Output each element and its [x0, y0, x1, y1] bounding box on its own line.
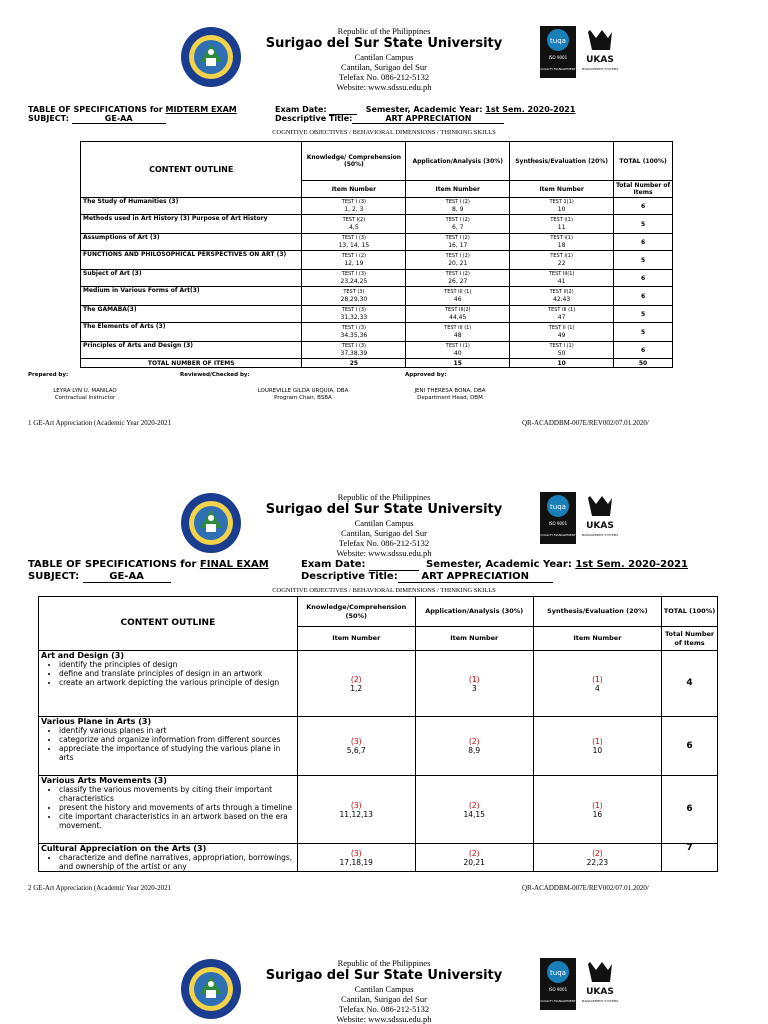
synthesis-cell [510, 234, 614, 251]
synthesis-cell [510, 270, 614, 287]
total-items-header: Total Number of Items [614, 181, 673, 198]
objective-item: • cite important characteristics in an artwork based on the era movement. [59, 812, 297, 830]
knowledge-cell [297, 776, 415, 844]
knowledge-items: 37,38,39 [340, 350, 368, 357]
col-knowledge-header: Knowledge/Comprehension (50%) [297, 597, 415, 627]
total-cell: 6 [614, 198, 673, 215]
page2-tos-title [28, 559, 269, 570]
university-name: Surigao del Sur State University [265, 502, 503, 517]
knowledge-items: 13, 14, 15 [338, 242, 370, 249]
objective-item: • classify the various movements by citing their important characteristics [59, 785, 297, 803]
knowledge-cell [302, 306, 406, 323]
knowledge-test: TEST I (3) [341, 271, 366, 277]
knowledge-cell [302, 198, 406, 215]
application-cell [415, 717, 533, 776]
col-synthesis-header: Synthesis/Evaluation (20%) [533, 597, 661, 627]
topic-cell: Methods used in Art History (3) Purpose of Art History [81, 215, 302, 234]
website-label: Website: www.sdssu.edu.ph [336, 82, 432, 92]
total-cell: 4 [662, 651, 718, 717]
knowledge-test: TEST I (3) [341, 235, 366, 241]
page1-footer-left: 1 GE-Art Appreciation (Academic Year 2020-2021 [28, 419, 172, 427]
address-label: Cantilan, Surigao del Sur [341, 62, 427, 72]
table-row [81, 342, 673, 359]
knowledge-items: 1,2 [350, 683, 363, 693]
website-label: Website: www.sdssu.edu.ph [336, 1014, 432, 1024]
col-content-header: CONTENT OUTLINE [39, 597, 298, 651]
application-count: (1) [468, 674, 480, 684]
synthesis-cell [510, 251, 614, 270]
synthesis-cell [510, 306, 614, 323]
objective-item: • present the history and movements of arts through a timeline [59, 803, 297, 812]
synthesis-cell [510, 323, 614, 342]
synthesis-count: (1) [592, 674, 603, 684]
signature-reviewer [228, 388, 378, 402]
application-items: 20, 21 [448, 260, 468, 267]
objective-item: • categorize and organize information from different sources [59, 735, 297, 744]
topic-cell: The Elements of Arts (3) [81, 323, 302, 342]
knowledge-cell [297, 717, 415, 776]
cert-ukas-text: UKAS [586, 55, 614, 65]
page1-footer-right: QR-ACADDBM-007E/REV002/07.01.2020/ [522, 419, 649, 427]
synthesis-items: 41 [557, 278, 566, 285]
knowledge-items: 31,32,33 [340, 314, 368, 321]
application-test: TEST I (2) [445, 217, 470, 223]
table-row [39, 844, 718, 872]
total-cell: 5 [614, 215, 673, 234]
knowledge-cell [302, 287, 406, 306]
synthesis-count: (1) [592, 800, 603, 810]
total-row-label: TOTAL NUMBER OF ITEMS [81, 359, 302, 368]
application-cell [406, 323, 510, 342]
cert-ms-text: MANAGEMENT SYSTEMS [581, 999, 619, 1003]
exam-name: MIDTERM EXAM [165, 105, 237, 114]
desc-value: ART APPRECIATION [398, 571, 553, 583]
knowledge-test: TEST I (3) [341, 325, 366, 331]
item-number-header: Item Number [297, 627, 415, 651]
knowledge-count: (3) [350, 737, 362, 746]
semester-label: Semester, Academic Year: [365, 105, 486, 114]
certification-badge-icon [538, 956, 620, 1012]
knowledge-count: (3) [350, 848, 362, 858]
synthesis-test: TEST I(1) [550, 253, 573, 259]
item-number-header: Item Number [406, 181, 510, 198]
total-s: 10 [510, 359, 614, 368]
application-items: 6, 7 [452, 224, 464, 231]
topic-title: Various Plane in Arts (3) [41, 717, 152, 726]
synthesis-items: 49 [557, 332, 566, 339]
application-test: TEST I (2) [445, 235, 470, 241]
knowledge-items: 11,12,13 [339, 809, 373, 819]
desc-label: Descriptive Title: [301, 571, 398, 582]
knowledge-test: TEST (3) [343, 289, 365, 295]
application-cell [415, 844, 533, 872]
knowledge-items: 34,35,36 [340, 332, 368, 339]
cert-qm-text: QUALITY MANAGEMENT [540, 67, 576, 71]
synthesis-cell [533, 717, 661, 776]
knowledge-count: (3) [350, 800, 362, 810]
application-test: TEST III (1) [444, 289, 472, 295]
cert-iso-text: ISO 9001 [548, 521, 568, 526]
synthesis-cell [510, 198, 614, 215]
total-cell: 5 [614, 306, 673, 323]
objective-list [59, 853, 297, 871]
cert-iso-text: ISO 9001 [548, 55, 568, 60]
application-count: (2) [468, 800, 480, 810]
knowledge-test: TEST I (3) [341, 343, 366, 349]
campus-label: Cantilan Campus [354, 52, 414, 62]
knowledge-count: (2) [350, 674, 362, 684]
page2-footer-right: QR-ACADDBM-007E/REV002/07.01.2020/ [522, 884, 649, 892]
total-a: 15 [406, 359, 510, 368]
col-application-header: Application/Analysis (30%) [415, 597, 533, 627]
knowledge-cell [302, 270, 406, 287]
application-items: 40 [453, 350, 462, 357]
page1-desc [275, 114, 504, 124]
application-cell [415, 651, 533, 717]
synthesis-test: TEST II(2) [549, 289, 574, 295]
telefax-label: Telefax No. 086-212-5132 [338, 72, 430, 82]
cert-ms-text: MANAGEMENT SYSTEMS [581, 67, 619, 71]
total-cell: 6 [662, 717, 718, 776]
university-name: Surigao del Sur State University [265, 36, 503, 51]
table-row [81, 287, 673, 306]
exam-date-label: Exam Date: [301, 559, 370, 570]
topic-title: Cultural Appreciation on the Arts (3) [41, 844, 207, 853]
cert-iso-text: ISO 9001 [548, 987, 568, 992]
synthesis-cell [533, 651, 661, 717]
sig2-name: LOUREVILLE GILDA URQUIA, DBA [257, 388, 349, 394]
synthesis-test: TEST I(1) [550, 235, 573, 241]
item-number-header: Item Number [510, 181, 614, 198]
campus-label: Cantilan Campus [354, 518, 414, 528]
synthesis-test: TEST I (1) [549, 343, 574, 349]
telefax-label: Telefax No. 086-212-5132 [338, 538, 430, 548]
objective-list [59, 785, 297, 830]
synthesis-items: 22,23 [586, 857, 609, 867]
application-items: 14,15 [463, 809, 485, 819]
cert-ms-text: MANAGEMENT SYSTEMS [581, 533, 619, 537]
synthesis-items: 4 [595, 683, 600, 693]
subject-label: SUBJECT: [28, 571, 83, 582]
knowledge-items: 23,24,25 [340, 278, 368, 285]
application-test: TEST III (1) [444, 325, 472, 331]
sig1-name: LEYRA LYN U. MANILAO [53, 388, 117, 394]
signature-approver [400, 388, 500, 402]
col-total-header: TOTAL (100%) [614, 142, 673, 181]
semester-value: 1st Sem. 2020-2021 [575, 559, 688, 570]
topic-title: Art and Design (3) [41, 651, 125, 660]
application-cell [406, 270, 510, 287]
col-knowledge-header: Knowledge/ Comprehension (50%) [302, 142, 406, 181]
cert-logo-text: tuqa [550, 37, 566, 45]
topic-cell: Principles of Arts and Design (3) [81, 342, 302, 359]
application-cell [406, 198, 510, 215]
total-cell: 7 [662, 844, 718, 872]
page1-tos-title [28, 105, 237, 114]
application-items: 8,9 [468, 746, 481, 755]
campus-label: Cantilan Campus [354, 984, 414, 994]
application-items: 20,21 [463, 857, 485, 867]
topic-cell: The Study of Humanities (3) [81, 198, 302, 215]
col-application-header: Application/Analysis (30%) [406, 142, 510, 181]
application-items: 46 [453, 296, 462, 303]
page2-desc [301, 571, 553, 583]
knowledge-cell [302, 234, 406, 251]
knowledge-items: 5,6,7 [346, 746, 366, 755]
republic-label: Republic of the Philippines [337, 492, 431, 502]
topic-title: Various Arts Movements (3) [41, 776, 167, 785]
knowledge-items: 28,29,30 [340, 296, 368, 303]
university-name: Surigao del Sur State University [265, 968, 503, 983]
application-test: TEST III(2) [444, 307, 471, 313]
knowledge-cell [302, 342, 406, 359]
knowledge-cell [302, 251, 406, 270]
application-test: TEST I (1) [445, 343, 470, 349]
exam-name: FINAL EXAM [199, 559, 269, 570]
application-test: TEST I (2) [445, 271, 470, 277]
knowledge-items: 17,18,19 [339, 857, 373, 867]
page2-subject [28, 571, 171, 583]
page2-footer-left: 2 GE-Art Appreciation (Academic Year 2020-2021 [28, 884, 172, 892]
knowledge-items: 4,5 [349, 224, 359, 231]
page2-tos-table [38, 596, 718, 872]
cert-ukas-text: UKAS [586, 987, 614, 997]
semester-label: Semester, Academic Year: [426, 559, 576, 570]
knowledge-test: TEST I(2) [342, 217, 366, 223]
application-items: 16, 17 [448, 242, 468, 249]
certification-badge-icon [538, 490, 620, 546]
page3-header [0, 956, 768, 1024]
topic-cell [39, 844, 298, 872]
topic-cell: Assumptions of Art (3) [81, 234, 302, 251]
objective-list [59, 726, 297, 762]
synthesis-test: TEST III (1) [548, 307, 576, 313]
cert-qm-text: QUALITY MANAGEMENT [540, 533, 576, 537]
item-number-header: Item Number [302, 181, 406, 198]
synthesis-items: 10 [557, 206, 566, 213]
table-row [81, 215, 673, 234]
republic-label: Republic of the Philippines [337, 958, 431, 968]
total-cell: 5 [614, 323, 673, 342]
knowledge-cell [297, 844, 415, 872]
total-t: 50 [614, 359, 673, 368]
total-k: 25 [302, 359, 406, 368]
sig2-title: Program Chair, BSBA [274, 395, 332, 401]
cert-logo-text: tuqa [550, 969, 566, 977]
table-row [81, 323, 673, 342]
cert-ukas-text: UKAS [586, 521, 614, 531]
synthesis-items: 10 [592, 746, 603, 755]
total-cell: 6 [614, 342, 673, 359]
objective-item: • create an artwork depicting the various principle of design [59, 678, 297, 687]
exam-date-label: Exam Date: [275, 105, 330, 114]
application-items: 44,45 [449, 314, 467, 321]
synthesis-cell [533, 776, 661, 844]
page2-exam-date [301, 559, 688, 571]
objective-item: • appreciate the importance of studying the various plane in arts [59, 744, 297, 762]
topic-cell: Medium in Various Forms of Art(3) [81, 287, 302, 306]
topic-cell [39, 776, 298, 844]
subject-label: SUBJECT: [28, 114, 72, 123]
application-cell [406, 215, 510, 234]
knowledge-cell [302, 323, 406, 342]
table-row [81, 198, 673, 215]
application-cell [406, 251, 510, 270]
cert-qm-text: QUALITY MANAGEMENT [540, 999, 576, 1003]
table-row [81, 306, 673, 323]
application-items: 26, 27 [448, 278, 468, 285]
total-cell: 6 [614, 234, 673, 251]
col-synthesis-header: Synthesis/Evaluation (20%) [510, 142, 614, 181]
sig3-title: Department Head, DBM [417, 395, 483, 401]
synthesis-items: 18 [557, 242, 566, 249]
total-cell: 6 [614, 270, 673, 287]
subject-value: GE-AA [72, 114, 166, 124]
page1-cognitive: COGNITIVE OBJECTIVES / BEHAVIORAL DIMENSIONS / THINKING SKILLS [272, 129, 496, 136]
topic-cell [39, 651, 298, 717]
synthesis-items: 22 [557, 260, 566, 267]
certification-badge-icon [538, 24, 620, 80]
item-number-header: Item Number [533, 627, 661, 651]
synthesis-test: TEST II (1) [548, 325, 575, 331]
prepared-by-label: Prepared by: [28, 372, 69, 378]
website-label: Website: www.sdssu.edu.ph [336, 548, 432, 558]
table-row [39, 717, 718, 776]
synthesis-test: TEST III(1) [548, 271, 575, 277]
application-test: TEST I (2) [445, 253, 470, 259]
page1-tos-table [80, 141, 673, 368]
table-row [81, 234, 673, 251]
desc-label: Descriptive Title: [275, 114, 353, 123]
total-items-header: Total Number of Items [662, 627, 718, 651]
address-label: Cantilan, Surigao del Sur [341, 994, 427, 1004]
topic-cell: The GAMABA(3) [81, 306, 302, 323]
semester-value: 1st Sem. 2020-2021 [485, 105, 576, 114]
table-row [39, 776, 718, 844]
knowledge-test: TEST I (3) [341, 199, 366, 205]
application-items: 8, 9 [452, 206, 464, 213]
item-number-header: Item Number [415, 627, 533, 651]
application-items: 48 [453, 332, 462, 339]
synthesis-cell [510, 287, 614, 306]
reviewed-by-label: Reviewed/Checked by: [180, 372, 250, 378]
synthesis-items: 50 [557, 350, 566, 357]
topic-cell [39, 717, 298, 776]
synthesis-items: 16 [592, 809, 603, 819]
table-row [39, 651, 718, 717]
application-cell [406, 234, 510, 251]
synthesis-cell [533, 844, 661, 872]
sig1-title: Contractual Instructor [54, 395, 116, 401]
approved-by-label: Approved by: [405, 372, 447, 378]
page2-cognitive: COGNITIVE OBJECTIVES / BEHAVIORAL DIMENSIONS / THINKING SKILLS [272, 587, 496, 594]
topic-cell: Subject of Art (3) [81, 270, 302, 287]
synthesis-test: TEST I(1) [550, 217, 573, 223]
total-cell: 5 [614, 251, 673, 270]
desc-value: ART APPRECIATION [352, 114, 504, 124]
tos-prefix: TABLE OF SPECIFICATIONS for [28, 105, 166, 114]
knowledge-items: 12, 19 [344, 260, 364, 267]
objective-item: • define and translate principles of design in an artwork [59, 669, 297, 678]
address-label: Cantilan, Surigao del Sur [341, 528, 427, 538]
table-row [81, 251, 673, 270]
total-cell: 6 [614, 287, 673, 306]
synthesis-items: 42,43 [553, 296, 571, 303]
subject-value: GE-AA [83, 571, 171, 583]
synthesis-cell [510, 215, 614, 234]
col-total-header: TOTAL (100%) [662, 597, 718, 627]
objective-item: • identify various planes in art [59, 726, 297, 735]
synthesis-cell [510, 342, 614, 359]
knowledge-items: 1, 2, 3 [344, 206, 364, 213]
topic-cell: FUNCTIONS AND PHILOSOPHICAL PERSPECTIVES ON ART (3) [81, 251, 302, 270]
application-items: 3 [471, 683, 477, 693]
knowledge-cell [302, 215, 406, 234]
objective-list [59, 660, 297, 687]
application-cell [415, 776, 533, 844]
cert-logo-text: tuqa [550, 503, 566, 511]
republic-label: Republic of the Philippines [337, 26, 431, 36]
tos-prefix: TABLE OF SPECIFICATIONS for [28, 559, 200, 570]
synthesis-items: 47 [557, 314, 566, 321]
synthesis-test: TEST 1(1) [549, 199, 574, 205]
page1-subject [28, 114, 166, 124]
table-row [81, 270, 673, 287]
objective-item: • characterize and define narratives, appropriation, borrowings, and ownership of the artist or any [59, 853, 297, 871]
knowledge-test: TEST I (3) [341, 307, 366, 313]
application-count: (2) [468, 848, 480, 858]
synthesis-count: (2) [592, 848, 603, 858]
total-cell: 6 [662, 776, 718, 844]
objective-item: • identify the principles of design [59, 660, 297, 669]
knowledge-cell [297, 651, 415, 717]
synthesis-items: 11 [557, 224, 566, 231]
col-content-header: CONTENT OUTLINE [81, 142, 302, 198]
application-cell [406, 342, 510, 359]
sig3-name: JENI THERESA BONA, DBA [414, 388, 486, 394]
telefax-label: Telefax No. 086-212-5132 [338, 1004, 430, 1014]
signature-preparer [30, 388, 140, 402]
application-cell [406, 287, 510, 306]
synthesis-count: (1) [592, 737, 603, 746]
application-test: TEST I (2) [445, 199, 470, 205]
application-cell [406, 306, 510, 323]
knowledge-test: TEST I (2) [341, 253, 366, 259]
application-count: (2) [468, 737, 480, 746]
